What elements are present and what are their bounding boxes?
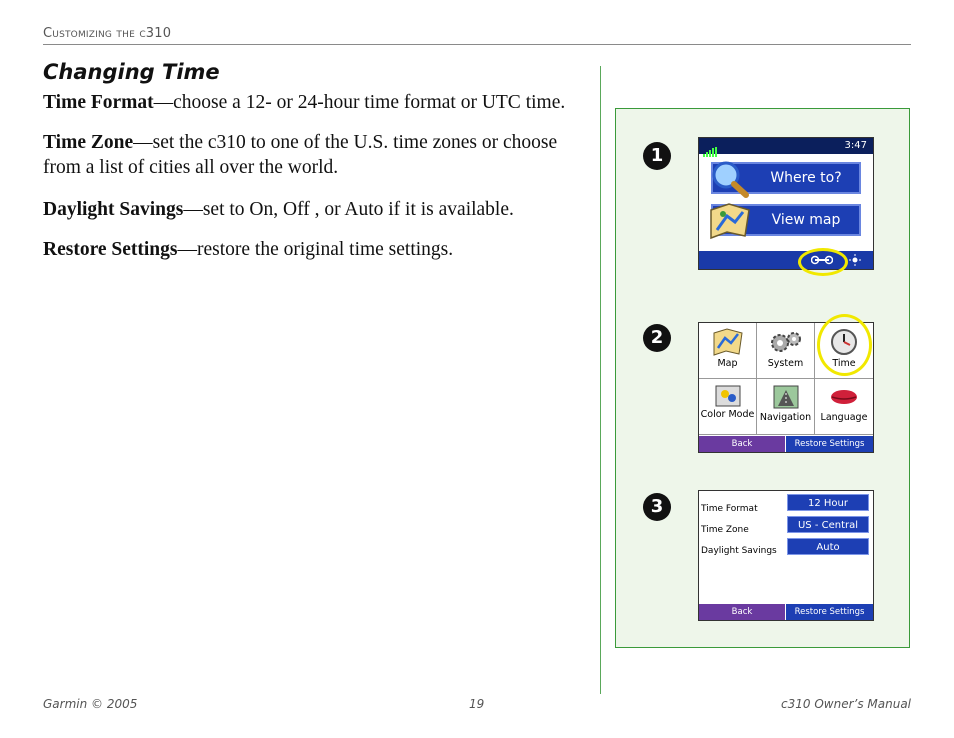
time-zone-button[interactable]: US - Central bbox=[787, 516, 869, 533]
highlight-circle bbox=[798, 248, 848, 276]
main-menu-screen bbox=[698, 137, 874, 270]
term: Time Format bbox=[43, 92, 154, 113]
time-bottom-bar bbox=[699, 604, 873, 620]
settings-system-label: System bbox=[767, 358, 804, 369]
time-settings-screen bbox=[698, 490, 874, 621]
step-number-3: 3 bbox=[643, 493, 671, 521]
brightness-icon[interactable] bbox=[849, 254, 861, 266]
restore-settings-button[interactable]: Restore Settings bbox=[786, 436, 873, 452]
settings-language[interactable] bbox=[815, 379, 873, 435]
term: Restore Settings bbox=[43, 239, 178, 260]
view-map-label: View map bbox=[771, 212, 841, 228]
time-format-label: Time Format bbox=[701, 504, 758, 514]
settings-map[interactable] bbox=[699, 323, 757, 379]
footer-manual-title: c310 Owner’s Manual bbox=[781, 697, 911, 711]
screenshot-panel bbox=[615, 108, 910, 648]
magnifier-icon bbox=[709, 160, 751, 198]
daylight-savings-button[interactable]: Auto bbox=[787, 538, 869, 555]
description: —set the c310 to one of the U.S. time zones or choose from a list of cities all over the world. bbox=[43, 132, 558, 178]
term: Daylight Savings bbox=[43, 199, 184, 220]
status-bar bbox=[699, 138, 873, 154]
paragraph-daylight-savings bbox=[43, 197, 588, 222]
paragraph-time-zone bbox=[43, 130, 588, 180]
paragraph-time-format bbox=[43, 90, 588, 115]
description: —restore the original time settings. bbox=[177, 239, 454, 260]
settings-bottom-bar bbox=[699, 436, 873, 452]
settings-navigation[interactable] bbox=[757, 379, 815, 435]
settings-time-label: Time bbox=[832, 358, 856, 369]
map-icon bbox=[713, 328, 743, 356]
settings-system[interactable] bbox=[757, 323, 815, 379]
settings-map-label: Map bbox=[717, 358, 738, 369]
navigation-icon bbox=[772, 384, 800, 410]
step-number-2: 2 bbox=[643, 324, 671, 352]
clock: 3:47 bbox=[844, 140, 867, 151]
highlight-circle bbox=[817, 314, 872, 376]
section-title: Changing Time bbox=[43, 60, 220, 84]
where-to-label: Where to? bbox=[770, 170, 842, 186]
daylight-savings-label: Daylight Savings bbox=[701, 546, 777, 556]
page-number: 19 bbox=[469, 697, 485, 711]
back-button[interactable]: Back bbox=[699, 436, 786, 452]
paragraph-restore-settings bbox=[43, 237, 588, 262]
gears-icon bbox=[769, 328, 803, 356]
settings-language-label: Language bbox=[820, 412, 868, 423]
description: —choose a 12- or 24-hour time format or UTC time. bbox=[153, 92, 566, 113]
settings-color-mode[interactable] bbox=[699, 379, 757, 435]
map-icon bbox=[709, 202, 751, 240]
color-mode-icon bbox=[714, 384, 742, 408]
lips-icon bbox=[829, 384, 859, 410]
header-rule bbox=[43, 44, 911, 45]
time-zone-label: Time Zone bbox=[701, 525, 749, 535]
running-header: Customizing the c310 bbox=[43, 26, 172, 41]
signal-strength-icon bbox=[703, 141, 718, 157]
term: Time Zone bbox=[43, 132, 134, 153]
settings-navigation-label: Navigation bbox=[759, 412, 812, 423]
column-divider bbox=[600, 66, 601, 694]
back-button[interactable]: Back bbox=[699, 604, 786, 620]
time-format-button[interactable]: 12 Hour bbox=[787, 494, 869, 511]
view-map-button[interactable] bbox=[711, 204, 861, 236]
where-to-button[interactable] bbox=[711, 162, 861, 194]
footer-copyright: Garmin © 2005 bbox=[43, 697, 138, 711]
step-number-1: 1 bbox=[643, 142, 671, 170]
description: —set to On, Off , or Auto if it is available. bbox=[183, 199, 514, 220]
restore-settings-button[interactable]: Restore Settings bbox=[786, 604, 873, 620]
settings-color-mode-label: Color Mode bbox=[700, 409, 755, 420]
